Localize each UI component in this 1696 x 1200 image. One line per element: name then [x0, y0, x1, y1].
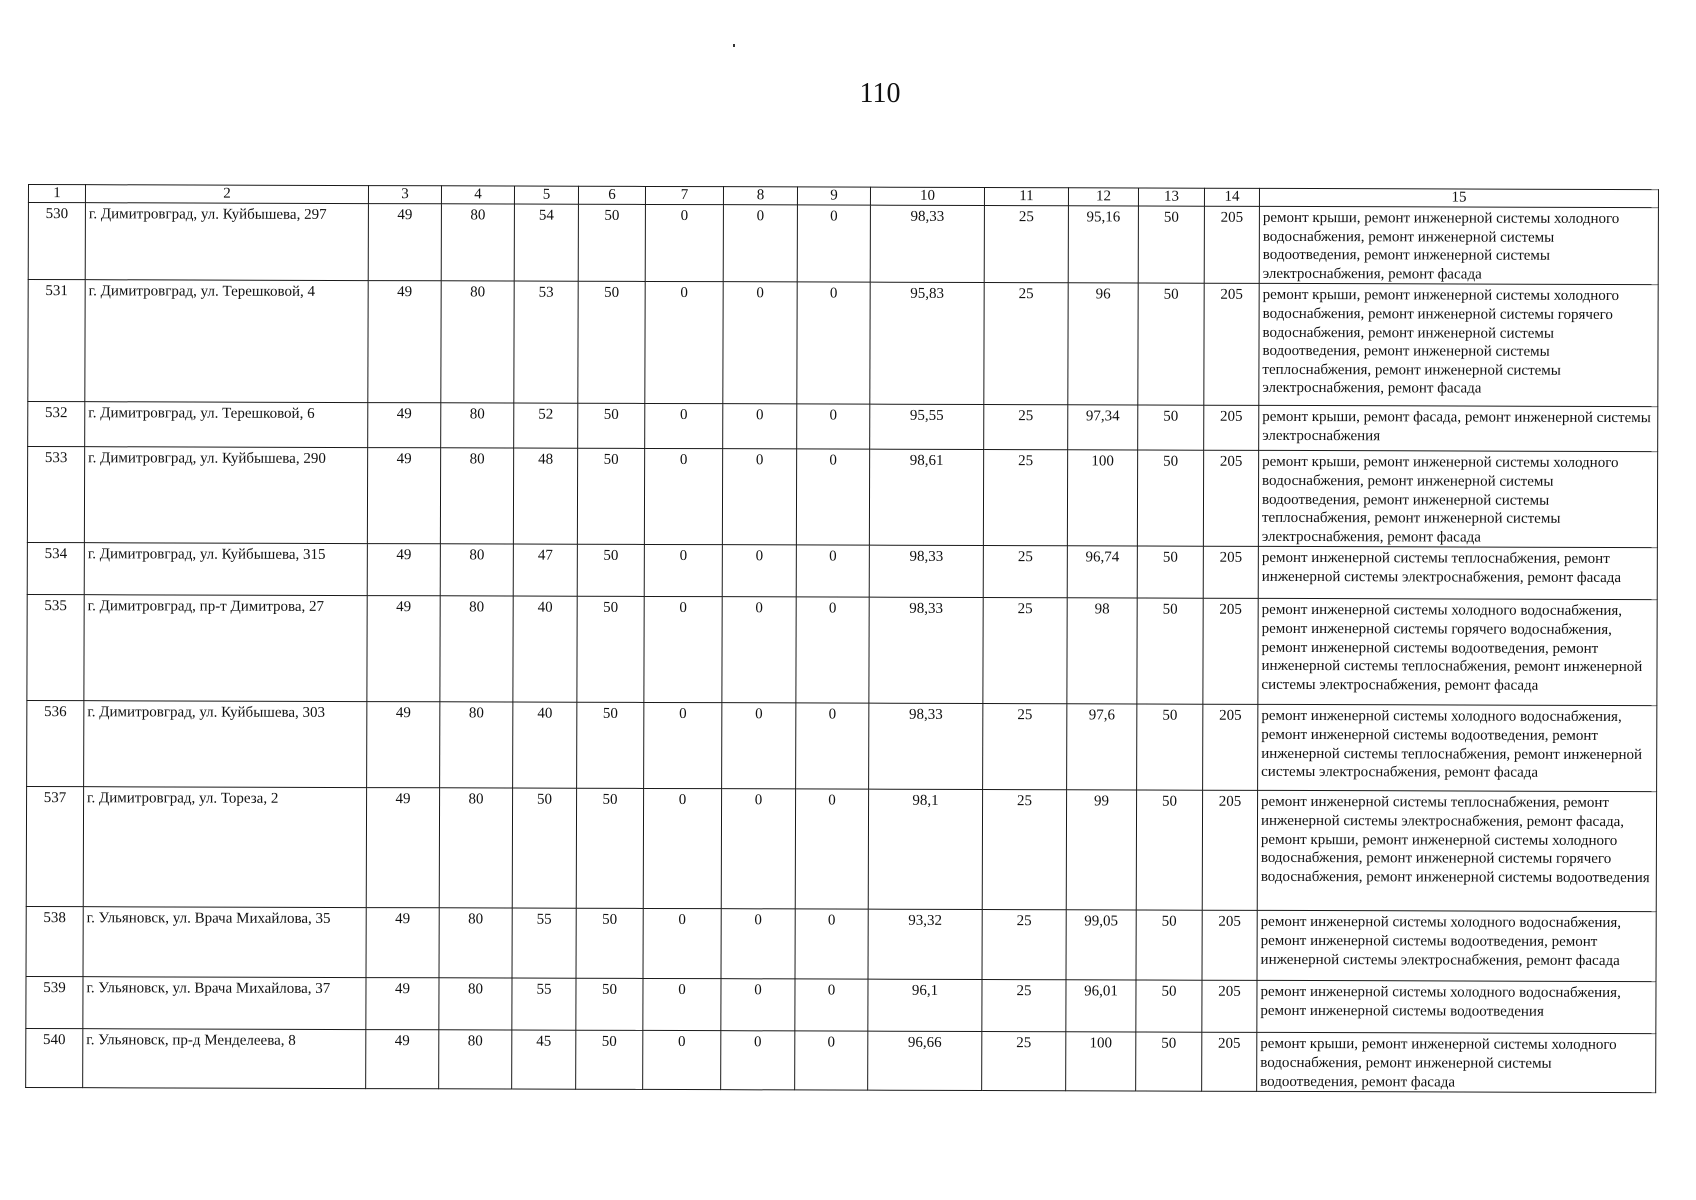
- column-header-4: 4: [441, 186, 514, 204]
- works-list-cell: ремонт крыши, ремонт инженерной системы холодного водоснабжения, ремонт инженерной системы водоотведения, ремонт инженерной системы теплоснабжения, ремонт инженерной системы электроснабжения, ремонт фасада: [1258, 451, 1657, 548]
- cell-v8: 0: [721, 1031, 795, 1090]
- works-list-cell: ремонт крыши, ремонт фасада, ремонт инженерной системы электроснабжения: [1259, 406, 1658, 452]
- cell-v5: 55: [512, 978, 576, 1030]
- row-number-cell: 540: [26, 1029, 83, 1088]
- cell-v9: 0: [796, 597, 869, 703]
- column-header-15: 15: [1259, 188, 1658, 207]
- cell-v7: 0: [645, 204, 723, 282]
- cell-v8: 0: [723, 404, 797, 449]
- works-list-cell: ремонт инженерной системы теплоснабжения, ремонт инженерной системы электроснабжения, ремонт фасада: [1258, 547, 1657, 600]
- cell-v9: 0: [797, 282, 870, 404]
- cell-v7: 0: [644, 545, 722, 597]
- cell-v14: 205: [1203, 451, 1258, 547]
- table-row: [26, 977, 1656, 1034]
- cell-v10: 98,33: [869, 597, 983, 703]
- cell-v3: 49: [368, 281, 441, 403]
- works-list-cell: ремонт крыши, ремонт инженерной системы холодного водоснабжения, ремонт инженерной системы горячего водоснабжения, ремонт инженерной системы водоотведения, ремонт инженерной системы теплоснабжения, ремонт инженерной системы электроснабжения, ремонт фасада: [1259, 284, 1658, 407]
- cell-v4: 80: [441, 204, 514, 282]
- cell-v12: 98: [1067, 598, 1137, 704]
- cell-v13: 50: [1136, 1032, 1202, 1091]
- cell-v12: 96,74: [1067, 546, 1137, 598]
- cell-v8: 0: [721, 909, 795, 979]
- row-number-cell: 537: [26, 787, 83, 907]
- cell-v8: 0: [721, 979, 795, 1031]
- cell-v13: 50: [1138, 405, 1204, 450]
- cell-v9: 0: [796, 703, 869, 789]
- row-number-cell: 530: [28, 203, 85, 281]
- cell-v14: 205: [1203, 547, 1258, 599]
- cell-v10: 96,66: [868, 1031, 982, 1090]
- cell-v13: 50: [1137, 598, 1203, 704]
- cell-v12: 100: [1066, 1032, 1136, 1091]
- column-header-5: 5: [514, 186, 578, 204]
- cell-v7: 0: [644, 597, 722, 703]
- row-number-cell: 536: [27, 701, 84, 787]
- cell-v3: 49: [368, 403, 441, 448]
- cell-v13: 50: [1138, 206, 1204, 284]
- cell-v10: 98,33: [869, 703, 983, 789]
- cell-v5: 52: [514, 403, 578, 448]
- cell-v4: 80: [439, 908, 512, 978]
- cell-v4: 80: [441, 281, 514, 403]
- table-row: [27, 595, 1657, 706]
- cell-v14: 205: [1203, 705, 1258, 791]
- cell-v11: 25: [982, 910, 1066, 980]
- cell-v11: 25: [983, 598, 1067, 704]
- cell-v9: 0: [796, 545, 869, 597]
- address-cell: г. Ульяновск, ул. Врача Михайлова, 35: [83, 907, 366, 978]
- cell-v7: 0: [644, 703, 722, 789]
- cell-v5: 55: [512, 908, 576, 978]
- column-header-14: 14: [1204, 188, 1259, 206]
- column-header-8: 8: [723, 187, 797, 205]
- table-row: [26, 907, 1656, 982]
- cell-v12: 99: [1066, 790, 1136, 910]
- table-row: [28, 280, 1658, 407]
- table-row: [28, 402, 1658, 452]
- cell-v5: 54: [514, 204, 578, 282]
- cell-v14: 205: [1204, 206, 1259, 284]
- cell-v4: 80: [439, 788, 512, 908]
- row-number-cell: 534: [27, 543, 84, 595]
- address-cell: г. Димитровград, ул. Куйбышева, 297: [85, 203, 368, 281]
- cell-v3: 49: [366, 978, 439, 1030]
- address-cell: г. Димитровград, ул. Терешковой, 6: [85, 402, 368, 448]
- cell-v7: 0: [643, 1031, 721, 1090]
- page-number: 110: [859, 78, 901, 109]
- cell-v12: 100: [1067, 450, 1137, 546]
- cell-v9: 0: [795, 789, 868, 909]
- table-row: [26, 787, 1656, 912]
- row-number-cell: 531: [28, 280, 85, 402]
- cell-v12: 99,05: [1066, 910, 1136, 980]
- cell-v13: 50: [1136, 790, 1202, 910]
- table-row: [26, 1029, 1656, 1093]
- column-header-3: 3: [368, 186, 441, 204]
- cell-v14: 205: [1202, 1033, 1257, 1092]
- cell-v7: 0: [645, 404, 723, 449]
- cell-v3: 49: [367, 702, 440, 788]
- cell-v14: 205: [1202, 981, 1257, 1033]
- cell-v13: 50: [1138, 283, 1204, 405]
- cell-v11: 25: [982, 980, 1066, 1032]
- works-list-cell: ремонт инженерной системы холодного водоснабжения, ремонт инженерной системы горячего водоснабжения, ремонт инженерной системы водоотведения, ремонт инженерной системы теплоснабжения, ремонт инженерной системы электроснабжения, ремонт фасада: [1258, 599, 1657, 706]
- cell-v8: 0: [722, 703, 796, 789]
- column-header-12: 12: [1068, 188, 1138, 206]
- cell-v10: 98,33: [869, 545, 983, 597]
- cell-v11: 25: [983, 546, 1067, 598]
- column-header-10: 10: [870, 187, 984, 205]
- cell-v10: 93,32: [868, 909, 982, 979]
- column-header-9: 9: [797, 187, 870, 205]
- cell-v3: 49: [367, 448, 440, 544]
- cell-v9: 0: [797, 205, 870, 283]
- cell-v10: 96,1: [868, 979, 982, 1031]
- cell-v10: 98,1: [868, 789, 982, 909]
- cell-v3: 49: [368, 204, 441, 282]
- works-list-cell: ремонт инженерной системы теплоснабжения, ремонт инженерной системы электроснабжения, ремонт фасада, ремонт крыши, ремонт инженерной системы холодного водоснабжения, ремонт инженерной системы горячего водоснабжения, ремонт инженерной системы водоотведения: [1257, 791, 1656, 912]
- column-header-11: 11: [984, 188, 1068, 206]
- cell-v14: 205: [1203, 599, 1258, 705]
- row-number-cell: 533: [27, 447, 84, 543]
- cell-v8: 0: [722, 449, 796, 545]
- cell-v11: 25: [984, 283, 1068, 405]
- cell-v4: 80: [441, 403, 514, 448]
- cell-v3: 49: [366, 788, 439, 908]
- row-number-cell: 538: [26, 907, 83, 977]
- cell-v13: 50: [1137, 450, 1203, 546]
- address-cell: г. Димитровград, пр-т Димитрова, 27: [84, 595, 367, 702]
- works-list-cell: ремонт инженерной системы холодного водоснабжения, ремонт инженерной системы водоотведения: [1257, 981, 1656, 1034]
- table-body: [26, 203, 1659, 1093]
- cell-v5: 50: [512, 788, 576, 908]
- row-number-cell: 539: [26, 977, 83, 1029]
- address-cell: г. Димитровград, ул. Терешковой, 4: [85, 280, 368, 403]
- table-row: [27, 701, 1657, 792]
- cell-v7: 0: [643, 789, 721, 909]
- cell-v12: 97,6: [1067, 704, 1137, 790]
- cell-v7: 0: [645, 282, 723, 404]
- cell-v11: 25: [984, 405, 1068, 450]
- cell-v8: 0: [722, 545, 796, 597]
- cell-v4: 80: [440, 596, 513, 702]
- cell-v3: 49: [367, 544, 440, 596]
- column-header-6: 6: [578, 186, 645, 204]
- works-list-cell: ремонт крыши, ремонт инженерной системы холодного водоснабжения, ремонт инженерной системы водоотведения, ремонт фасада: [1257, 1033, 1656, 1093]
- cell-v7: 0: [643, 909, 721, 979]
- column-header-13: 13: [1138, 188, 1204, 206]
- repair-register-table: [25, 184, 1659, 1093]
- cell-v6: 50: [578, 204, 645, 282]
- cell-v9: 0: [795, 909, 868, 979]
- cell-v5: 40: [513, 596, 577, 702]
- address-cell: г. Димитровград, ул. Куйбышева, 303: [84, 701, 367, 788]
- cell-v10: 95,83: [870, 283, 984, 405]
- cell-v3: 49: [366, 908, 439, 978]
- cell-v6: 50: [577, 449, 644, 545]
- cell-v6: 50: [576, 1031, 643, 1090]
- cell-v6: 50: [576, 789, 643, 909]
- cell-v8: 0: [722, 597, 796, 703]
- cell-v8: 0: [723, 205, 797, 283]
- cell-v12: 96: [1068, 283, 1138, 405]
- cell-v11: 25: [982, 790, 1066, 910]
- cell-v6: 50: [578, 282, 645, 404]
- address-cell: г. Димитровград, ул. Куйбышева, 290: [84, 447, 367, 544]
- cell-v12: 97,34: [1068, 405, 1138, 450]
- cell-v13: 50: [1137, 546, 1203, 598]
- table-row: [28, 203, 1658, 285]
- cell-v5: 40: [513, 702, 577, 788]
- cell-v6: 50: [578, 404, 645, 449]
- cell-v9: 0: [795, 979, 868, 1031]
- cell-v6: 50: [577, 597, 644, 703]
- cell-v10: 98,33: [870, 205, 984, 283]
- column-header-7: 7: [645, 186, 723, 204]
- cell-v4: 80: [439, 1030, 512, 1089]
- cell-v4: 80: [440, 702, 513, 788]
- cell-v4: 80: [439, 978, 512, 1030]
- cell-v6: 50: [576, 909, 643, 979]
- row-number-cell: 532: [28, 402, 85, 447]
- works-list-cell: ремонт крыши, ремонт инженерной системы холодного водоснабжения, ремонт инженерной системы водоотведения, ремонт инженерной системы электроснабжения, ремонт фасада: [1259, 206, 1658, 285]
- cell-v5: 47: [513, 544, 577, 596]
- cell-v8: 0: [723, 282, 797, 404]
- address-cell: г. Ульяновск, ул. Врача Михайлова, 37: [83, 977, 366, 1030]
- address-cell: г. Димитровград, ул. Тореза, 2: [83, 787, 366, 908]
- address-cell: г. Ульяновск, пр-д Менделеева, 8: [83, 1029, 366, 1089]
- cell-v10: 98,61: [869, 450, 983, 546]
- cell-v9: 0: [796, 449, 869, 545]
- cell-v7: 0: [644, 449, 722, 545]
- works-list-cell: ремонт инженерной системы холодного водоснабжения, ремонт инженерной системы водоотведения, ремонт инженерной системы теплоснабжения, ремонт инженерной системы электроснабжения, ремонт фасада: [1258, 705, 1657, 792]
- cell-v3: 49: [367, 596, 440, 702]
- cell-v9: 0: [795, 1031, 868, 1090]
- cell-v14: 205: [1202, 911, 1257, 981]
- cell-v14: 205: [1204, 406, 1259, 451]
- cell-v14: 205: [1204, 284, 1259, 406]
- cell-v8: 0: [721, 789, 795, 909]
- cell-v10: 95,55: [870, 405, 984, 450]
- column-header-1: 1: [28, 185, 85, 203]
- scan-speck: [733, 44, 735, 47]
- cell-v7: 0: [643, 979, 721, 1031]
- cell-v13: 50: [1136, 980, 1202, 1032]
- cell-v5: 48: [513, 448, 577, 544]
- cell-v11: 25: [983, 450, 1067, 546]
- row-number-cell: 535: [27, 595, 84, 701]
- address-cell: г. Димитровград, ул. Куйбышева, 315: [84, 543, 367, 596]
- cell-v5: 45: [512, 1030, 576, 1089]
- cell-v6: 50: [577, 703, 644, 789]
- cell-v11: 25: [983, 704, 1067, 790]
- cell-v6: 50: [576, 979, 643, 1031]
- cell-v4: 80: [440, 448, 513, 544]
- cell-v4: 80: [440, 544, 513, 596]
- cell-v6: 50: [577, 545, 644, 597]
- cell-v11: 25: [984, 206, 1068, 284]
- column-header-2: 2: [85, 185, 368, 204]
- cell-v5: 53: [514, 281, 578, 403]
- works-list-cell: ремонт инженерной системы холодного водоснабжения, ремонт инженерной системы водоотведения, ремонт инженерной системы электроснабжения, ремонт фасада: [1257, 911, 1656, 982]
- cell-v12: 95,16: [1068, 206, 1138, 284]
- table-row: [27, 543, 1657, 600]
- table-row: [27, 447, 1657, 548]
- cell-v14: 205: [1202, 791, 1257, 911]
- cell-v9: 0: [797, 404, 870, 449]
- cell-v13: 50: [1137, 704, 1203, 790]
- cell-v3: 49: [366, 1030, 439, 1089]
- cell-v12: 96,01: [1066, 980, 1136, 1032]
- cell-v13: 50: [1136, 910, 1202, 980]
- cell-v11: 25: [982, 1032, 1066, 1091]
